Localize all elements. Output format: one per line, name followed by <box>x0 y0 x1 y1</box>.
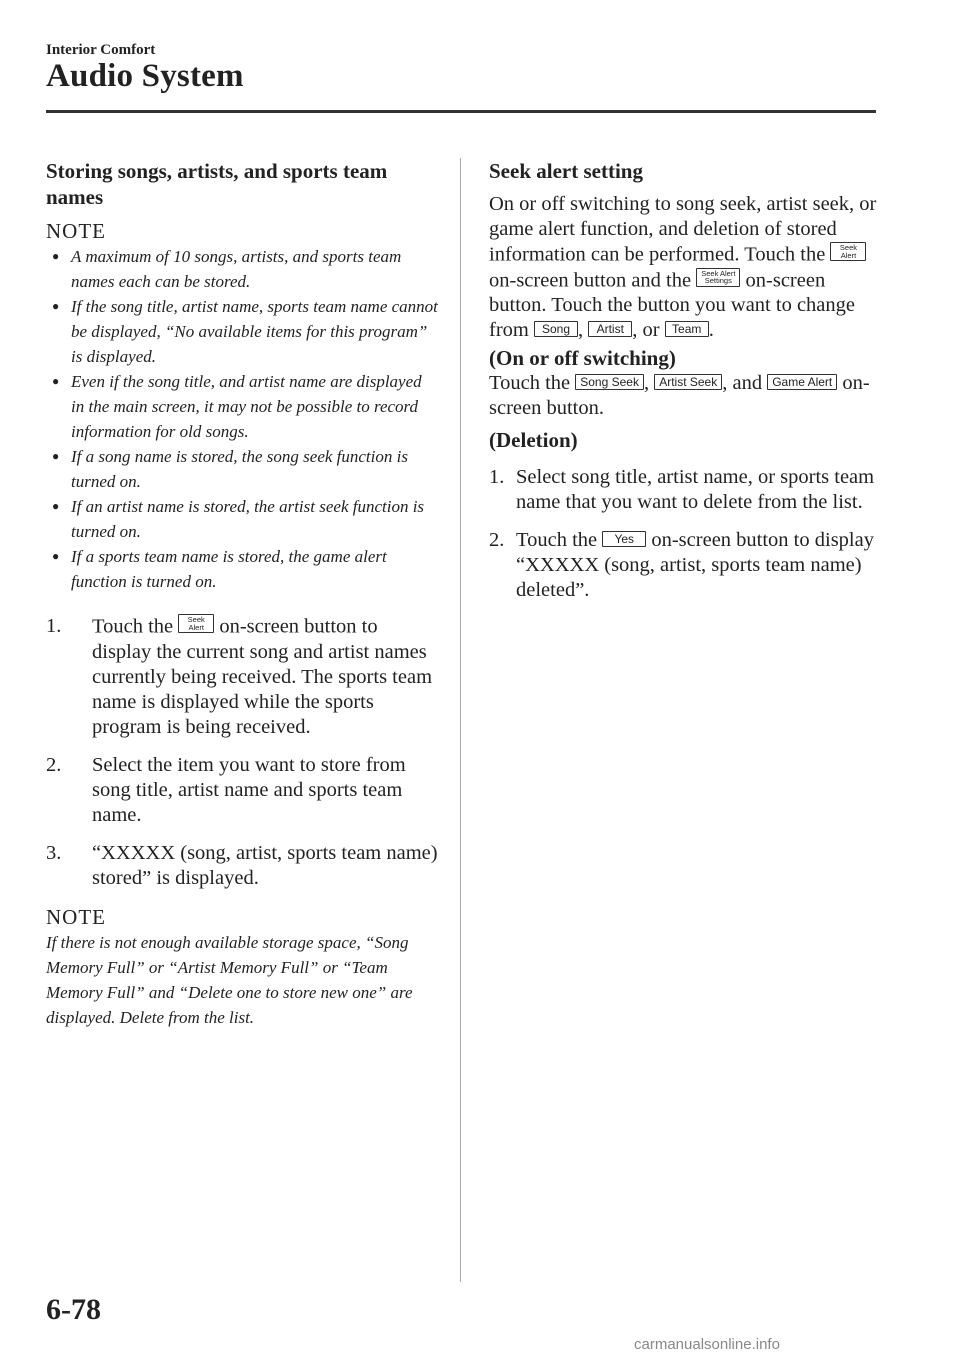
on-off-subheading: (On or off switching) <box>489 346 676 370</box>
team-button[interactable]: Team <box>665 321 709 337</box>
step-item: 1. Select song title, artist name, or sports team name that you want to delete from the list. <box>489 466 875 513</box>
step-number: 3. <box>46 841 62 864</box>
artist-button[interactable]: Artist <box>588 321 632 337</box>
note-item: ● If a song name is stored, the song seek function is turned on. <box>46 444 438 494</box>
step-item: 2. Touch the Yes on-screen button to display “XXXXX (song, artist, sports team name) deleted”. <box>489 529 874 601</box>
note-item: ● Even if the song title, and artist name are displayed in the main screen, it may not be possible to record information for old songs. <box>46 369 438 444</box>
yes-button[interactable]: Yes <box>602 531 646 547</box>
note-list <box>46 244 438 594</box>
storing-steps <box>46 614 438 891</box>
column-divider <box>460 158 461 1282</box>
bullet-icon: ● <box>52 549 60 563</box>
page-number: 6-78 <box>46 1293 101 1326</box>
seek-alert-intro: On or off switching to song seek, artist seek, or game alert function, and deletion of stored information can be performed. Touch the Seek Alert on-screen button and the Seek Alert Settings on-screen button. Touch the button you want to change from Song , Artist , or Team . <box>489 193 877 341</box>
bullet-icon: ● <box>52 299 60 313</box>
note-item: ● If the song title, artist name, sports team name cannot be displayed, “No available items for this program” is displayed. <box>46 294 438 369</box>
bullet-icon: ● <box>52 374 60 388</box>
seek-alert-settings-button[interactable]: Seek Alert Settings <box>696 268 740 287</box>
right-column <box>489 158 881 616</box>
bullet-icon: ● <box>52 499 60 513</box>
step-item: 1. Touch the Seek Alert on-screen button to display the current song and artist names currently being received. The sports team name is displayed while the sports program is being received. <box>46 615 433 738</box>
left-column <box>46 158 438 1030</box>
footer-watermark: carmanualsonline.info <box>634 1336 780 1353</box>
step-item: 2. Select the item you want to store from song title, artist name and sports team name. <box>46 753 406 826</box>
step-number: 1. <box>489 466 505 488</box>
title-rule <box>46 110 876 113</box>
section-label: Interior Comfort <box>46 42 156 58</box>
note-item: ● If a sports team name is stored, the game alert function is turned on. <box>46 544 438 594</box>
song-button[interactable]: Song <box>534 321 578 337</box>
artist-seek-button[interactable]: Artist Seek <box>654 374 722 390</box>
step-number: 2. <box>489 529 505 551</box>
deletion-subheading: (Deletion) <box>489 428 578 452</box>
note-label: NOTE <box>46 904 106 929</box>
seek-alert-button[interactable]: Seek Alert <box>830 242 866 261</box>
seek-alert-button[interactable]: Seek Alert <box>178 614 214 633</box>
step-number: 2. <box>46 753 62 776</box>
on-off-text: Touch the Song Seek , Artist Seek , and Game Alert on-screen button. <box>489 372 870 419</box>
step-item: 3. “XXXXX (song, artist, sports team name) stored” is displayed. <box>46 841 438 889</box>
note-text: If there is not enough available storage space, “Song Memory Full” or “Artist Memory Full” or “Team Memory Full” and “Delete one to store new one” are displayed. Delete from the list. <box>46 932 413 1027</box>
game-alert-button[interactable]: Game Alert <box>767 374 837 390</box>
page-title: Audio System <box>46 58 244 94</box>
bullet-icon: ● <box>52 449 60 463</box>
step-number: 1. <box>46 615 62 637</box>
note-item: ● If an artist name is stored, the artist seek function is turned on. <box>46 494 438 544</box>
song-seek-button[interactable]: Song Seek <box>575 374 644 390</box>
bullet-icon: ● <box>52 249 60 263</box>
storing-heading: Storing songs, artists, and sports team names <box>46 159 388 209</box>
deletion-steps <box>489 465 881 603</box>
note-label: NOTE <box>46 219 106 243</box>
note-item: ● A maximum of 10 songs, artists, and sports team names each can be stored. <box>46 244 438 294</box>
seek-alert-heading: Seek alert setting <box>489 159 643 183</box>
